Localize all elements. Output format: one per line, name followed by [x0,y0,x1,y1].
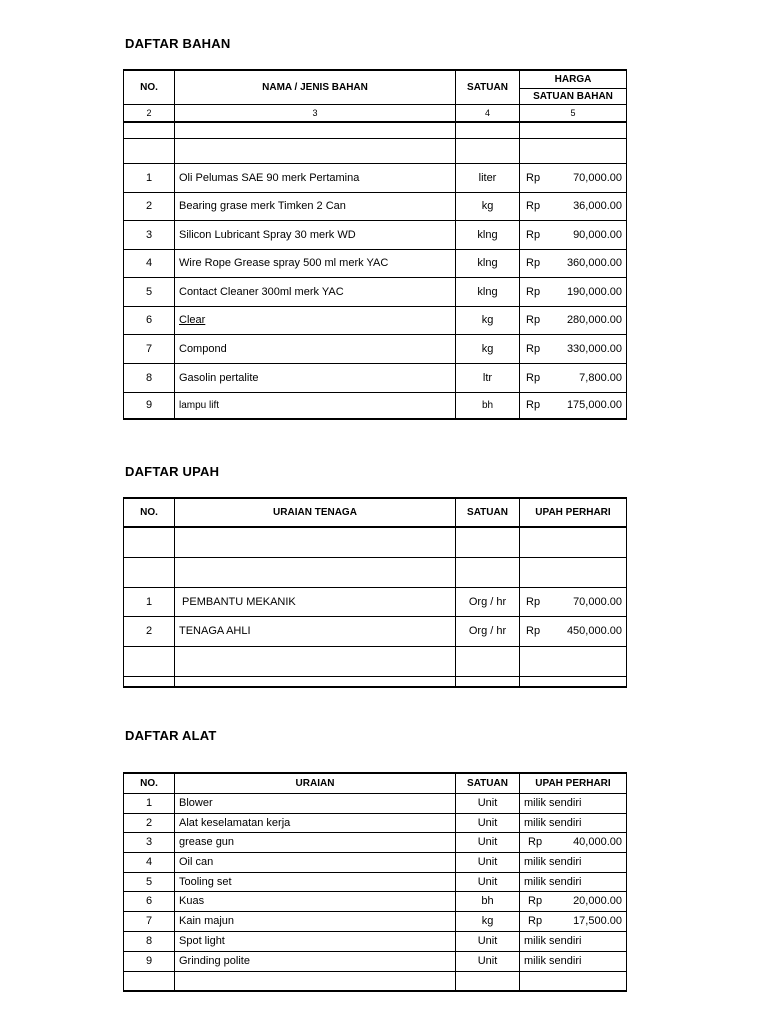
currency-label: Rp [526,257,541,269]
row-satuan: klng [456,277,520,306]
row-uraian: Grinding polite [175,951,456,971]
row-no: 3 [124,220,175,249]
row-no: 3 [124,832,175,852]
currency-label: Rp [526,342,541,355]
currency-label: Rp [526,228,541,241]
row-harga [520,306,627,334]
currency-label: Rp [526,285,541,298]
row-satuan: kg [456,192,520,220]
row-no: 2 [124,813,175,832]
currency-label: Rp [526,200,541,212]
bahan-colnum-nama: 3 [175,104,456,122]
amount: 40,000.00 [573,836,622,848]
upah-header-satuan: SATUAN [456,498,520,527]
bahan-colnum-satuan: 4 [456,104,520,122]
row-satuan: klng [456,220,520,249]
row-nama: Wire Rope Grease spray 500 ml merk YAC [175,249,456,277]
table-row [124,249,627,277]
row-satuan: klng [456,249,520,277]
row-uraian: Kuas [175,891,456,911]
row-harga [520,392,627,419]
row-no: 8 [124,931,175,951]
table-row-empty [124,527,627,557]
row-nama [175,306,456,334]
row-upah: milik sendiri [520,951,627,971]
amount: 330,000.00 [566,342,622,355]
table-row-empty [124,971,627,991]
bahan-header-harga: HARGA [520,70,627,88]
table-row [124,163,627,192]
row-no: 1 [124,793,175,813]
alat-header-no: NO. [124,773,175,793]
table-row [124,891,627,911]
currency-label: Rp [526,171,541,184]
row-no: 2 [124,192,175,220]
table-row [124,872,627,891]
alat-header-satuan: SATUAN [456,773,520,793]
row-satuan: bh [456,392,520,419]
alat-title: DAFTAR ALAT [125,728,217,743]
row-no: 1 [124,163,175,192]
table-row-empty [124,676,627,687]
row-satuan: kg [456,334,520,363]
row-harga [520,277,627,306]
table-row [124,334,627,363]
row-upah [520,832,627,852]
table-row [124,951,627,971]
table-row [124,277,627,306]
alat-header-upah: UPAH PERHARI [520,773,627,793]
amount: 70,000.00 [573,171,622,184]
table-row-empty [124,138,627,163]
row-nama: Bearing grase merk Timken 2 Can [175,192,456,220]
row-harga [520,363,627,392]
amount: 36,000.00 [573,200,622,212]
row-satuan: Org / hr [456,616,520,646]
table-row [124,911,627,931]
bahan-header-harga-sub: SATUAN BAHAN [520,88,627,104]
table-row [124,392,627,419]
row-satuan: Unit [456,832,520,852]
row-satuan: bh [456,891,520,911]
row-nama: Silicon Lubricant Spray 30 merk WD [175,220,456,249]
upah-header-upah: UPAH PERHARI [520,498,627,527]
amount: 280,000.00 [566,314,622,326]
row-uraian: Oil can [175,852,456,872]
amount: 7,800.00 [579,371,622,384]
currency-label: Rp [526,371,541,384]
row-nama: Contact Cleaner 300ml merk YAC [175,277,456,306]
table-row-empty [124,122,627,138]
row-no: 1 [124,587,175,616]
row-uraian: Kain majun [175,911,456,931]
bahan-table [123,69,627,420]
row-uraian: Alat keselamatan kerja [175,813,456,832]
bahan-header-no: NO. [124,70,175,104]
currency-label: Rp [526,399,541,412]
table-row [124,852,627,872]
upah-title: DAFTAR UPAH [125,464,220,479]
bahan-header-satuan: SATUAN [456,70,520,104]
row-satuan: Unit [456,872,520,891]
row-satuan: ltr [456,363,520,392]
row-uraian: PEMBANTU MEKANIK [175,587,456,616]
row-uraian: Spot light [175,931,456,951]
amount: 450,000.00 [566,625,622,637]
row-no: 9 [124,392,175,419]
table-row-empty [124,646,627,676]
row-harga [520,192,627,220]
bahan-colnum-harga: 5 [520,104,627,122]
amount: 90,000.00 [573,228,622,241]
row-upah [520,891,627,911]
row-no: 5 [124,277,175,306]
amount: 190,000.00 [566,285,622,298]
table-row [124,616,627,646]
amount: 70,000.00 [573,595,622,608]
currency-label: Rp [528,915,543,927]
row-no: 6 [124,306,175,334]
row-no: 9 [124,951,175,971]
row-upah [520,587,627,616]
row-satuan: Unit [456,813,520,832]
row-no: 8 [124,363,175,392]
bahan-colnum-no: 2 [124,104,175,122]
row-satuan: Unit [456,951,520,971]
amount: 360,000.00 [566,257,622,269]
upah-table [123,497,627,688]
table-row [124,192,627,220]
table-row [124,793,627,813]
row-upah: milik sendiri [520,813,627,832]
row-upah: milik sendiri [520,872,627,891]
table-row [124,220,627,249]
row-satuan: Org / hr [456,587,520,616]
row-nama: Gasolin pertalite [175,363,456,392]
row-satuan: kg [456,306,520,334]
row-upah: milik sendiri [520,931,627,951]
row-uraian: grease gun [175,832,456,852]
row-no: 4 [124,249,175,277]
alat-header-uraian: URAIAN [175,773,456,793]
currency-label: Rp [526,314,541,326]
table-row [124,832,627,852]
row-satuan: Unit [456,852,520,872]
row-harga [520,249,627,277]
row-no: 7 [124,911,175,931]
table-row [124,363,627,392]
amount: 20,000.00 [573,895,622,907]
currency-label: Rp [526,595,541,608]
table-row [124,306,627,334]
row-uraian: Blower [175,793,456,813]
row-nama: Compond [175,334,456,363]
bahan-header-nama: NAMA / JENIS BAHAN [175,70,456,104]
row-nama: Oli Pelumas SAE 90 merk Pertamina [175,163,456,192]
row-no: 4 [124,852,175,872]
currency-label: Rp [528,895,543,907]
row-harga [520,220,627,249]
row-satuan: kg [456,911,520,931]
row-nama: lampu lift [175,392,456,419]
row-no: 7 [124,334,175,363]
table-row [124,931,627,951]
row-satuan: Unit [456,931,520,951]
row-satuan: liter [456,163,520,192]
row-no: 2 [124,616,175,646]
amount: 175,000.00 [566,399,622,412]
upah-header-no: NO. [124,498,175,527]
alat-table [123,772,627,992]
row-upah: milik sendiri [520,793,627,813]
row-upah [520,911,627,931]
row-upah: milik sendiri [520,852,627,872]
row-no: 6 [124,891,175,911]
row-no: 5 [124,872,175,891]
row-satuan: Unit [456,793,520,813]
currency-label: Rp [526,625,541,637]
row-nama-text: Clear [179,314,206,326]
row-uraian: Tooling set [175,872,456,891]
upah-header-uraian: URAIAN TENAGA [175,498,456,527]
row-harga [520,163,627,192]
currency-label: Rp [528,836,543,848]
bahan-title: DAFTAR BAHAN [125,36,231,51]
row-uraian: TENAGA AHLI [175,616,456,646]
table-row [124,587,627,616]
table-row [124,813,627,832]
amount: 17,500.00 [573,915,622,927]
row-harga [520,334,627,363]
table-row-empty [124,557,627,587]
row-upah [520,616,627,646]
